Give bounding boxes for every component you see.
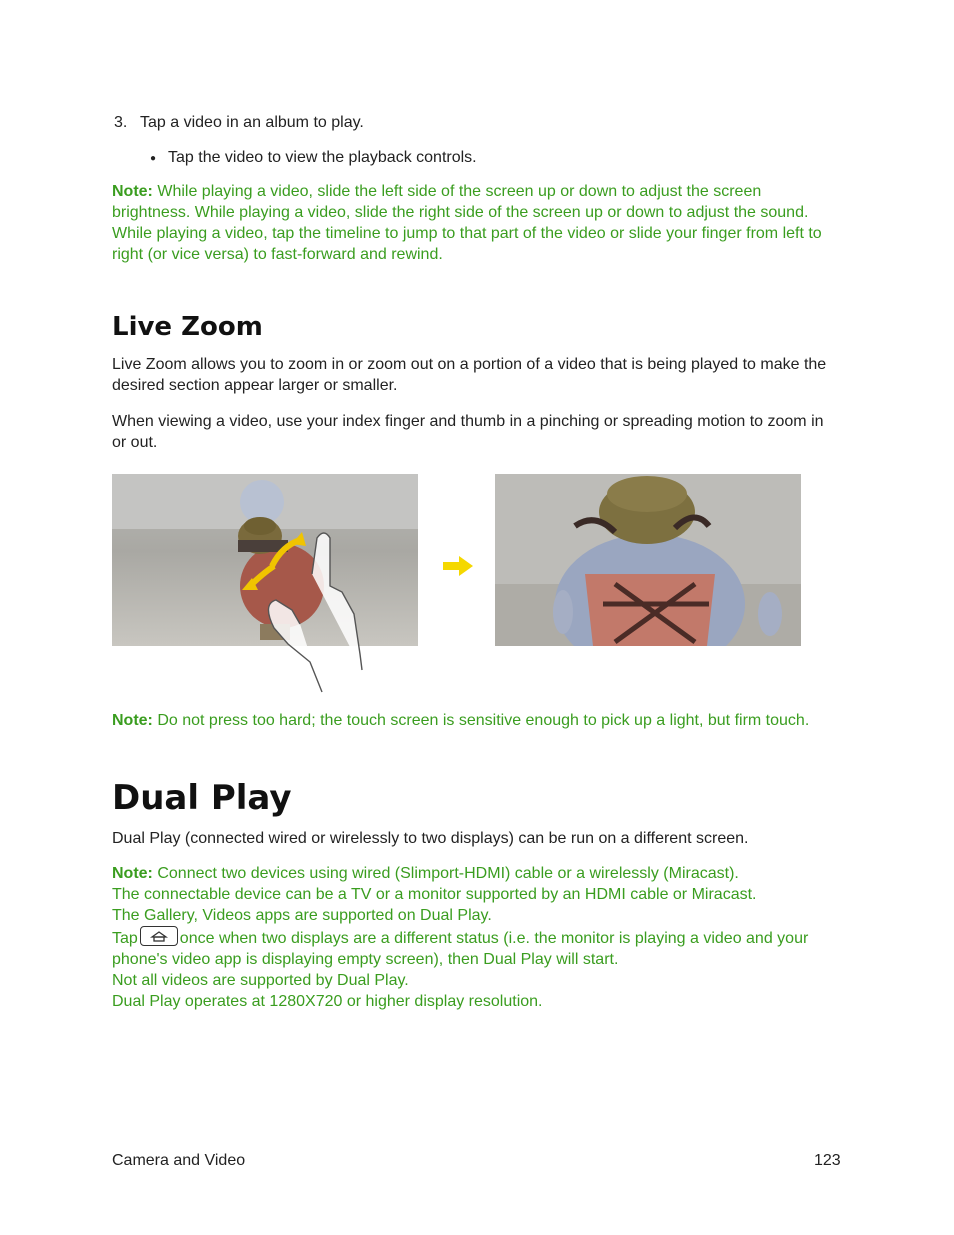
note-line-2: The connectable device can be a TV or a monitor supported by an HDMI cable or Miracast. [112,886,757,903]
live-zoom-instruction: When viewing a video, use your index finger and thumb in a pinching or spreading motion to zoom in or out. [112,413,824,451]
note-text: While playing a video, slide the left side of the screen up or down to adjust the screen brightness. While playing a video, slide the right side of the screen up or down to adjust the sound. While playing a video, tap the timeline to jump to that part of the video or slide your finger from left to right (or vice versa) to fast-forward and rewind. [112,183,822,263]
zoom-before-image [112,474,418,646]
note-line-5: Not all videos are supported by Dual Play. [112,972,409,989]
note-line-1-text: Connect two devices using wired (Slimport-HDMI) cable or a wirelessly (Miracast). [152,865,739,882]
note-text: Do not press too hard; the touch screen is sensitive enough to pick up a light, but firm touch. [152,712,810,729]
arrow-right-icon [441,555,475,577]
note-line-6: Dual Play operates at 1280X720 or higher display resolution. [112,993,543,1010]
home-key-icon [140,926,178,946]
page-number: 123 [814,1152,841,1169]
note-dual-play [112,863,842,1012]
note-line-4 [112,926,842,970]
step-3 [114,112,834,133]
note-line-1 [112,863,842,884]
dual-play-heading: Dual Play [112,778,292,818]
step-text: Tap a video in an album to play. [140,114,364,131]
live-zoom-description: Live Zoom allows you to zoom in or zoom out on a portion of a video that is being played to make the desired section appear larger or smaller. [112,356,827,394]
bullet-item [150,147,477,169]
note-line-3: The Gallery, Videos apps are supported on Dual Play. [112,907,492,924]
tap-word: Tap [112,930,138,947]
note-touch [112,710,872,731]
zoom-after-image [495,474,801,646]
bullet-text: Tap the video to view the playback controls. [168,149,477,166]
bullet-dot-icon: ● [150,153,157,164]
note-label: Note: [112,712,153,729]
step-number: 3. [114,114,128,131]
note-label: Note: [112,865,153,882]
note-label: Note: [112,183,153,200]
note-line-4-text: once when two displays are a different status (i.e. the monitor is playing a video and your phone's video app is displaying empty screen), then Dual Play will start. [112,930,809,968]
dual-play-description: Dual Play (connected wired or wirelessly to two displays) can be run on a different screen. [112,830,749,847]
footer-section: Camera and Video [112,1152,246,1169]
live-zoom-heading: Live Zoom [112,312,263,342]
note-playback [112,181,842,265]
